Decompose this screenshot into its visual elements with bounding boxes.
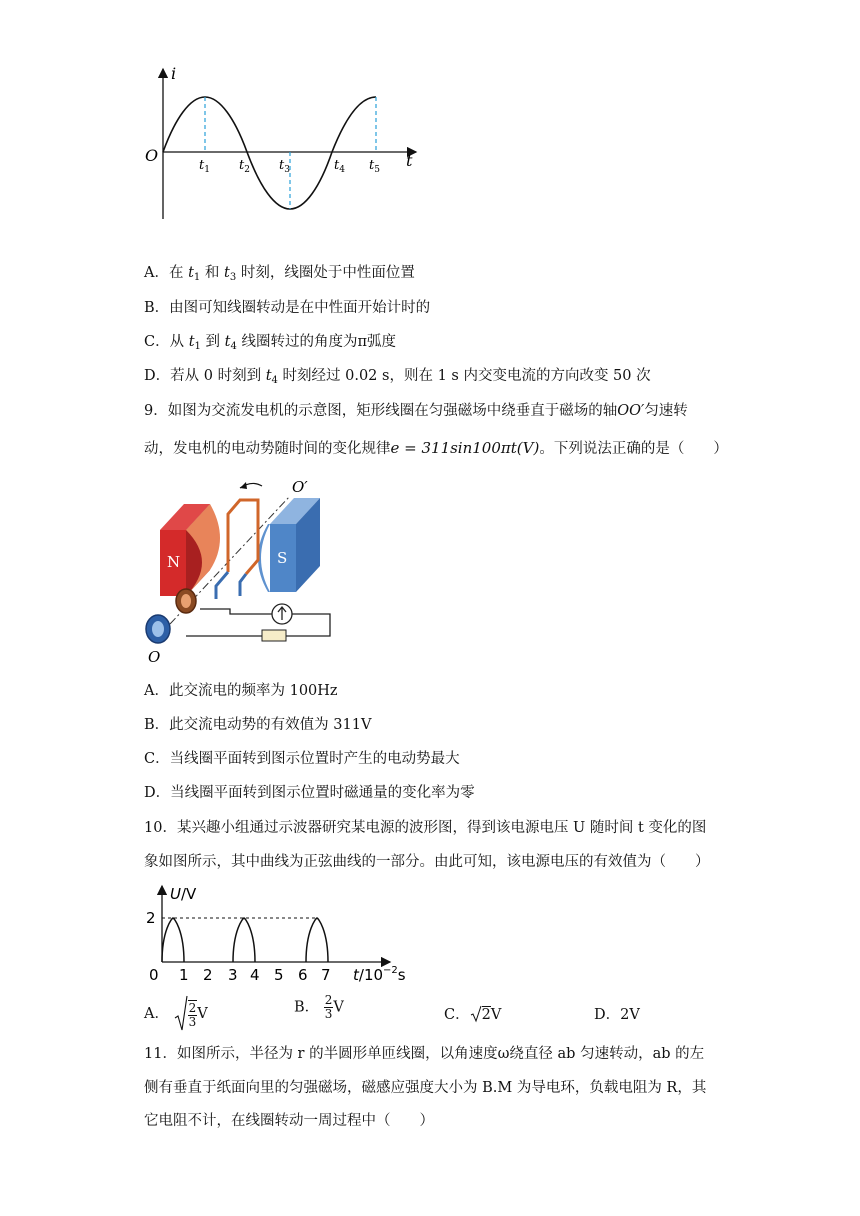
tick-label-t4: $t_4$ — [334, 158, 345, 175]
option-letter: A． — [144, 1006, 169, 1022]
option-letter: C． — [444, 1007, 470, 1023]
text: 若从 0 时刻到 — [170, 368, 266, 384]
subscript: 4 — [230, 341, 237, 352]
subscript: 1 — [193, 272, 201, 283]
q10-stem-line1: 10．某兴趣小组通过示波器研究某电源的波形图，得到该电源电压 U 随时间 t 变化的图 — [144, 820, 707, 836]
o-prime-label: O′ — [292, 478, 308, 496]
voltage-pulse-graph — [140, 882, 430, 982]
q8-option-a — [144, 263, 415, 288]
text: 到 — [200, 334, 225, 350]
sqrt-fraction — [174, 994, 198, 1034]
subscript: 4 — [271, 375, 278, 386]
load-resistor — [262, 630, 286, 641]
coil-lead — [216, 572, 246, 599]
t-axis-label: $t/10^{-2}s$ — [353, 965, 406, 982]
option-text: 此交流电的频率为 100Hz — [168, 683, 338, 699]
x-tick-5: 5 — [274, 966, 284, 982]
denominator: 3 — [324, 1007, 333, 1021]
sine-curve — [163, 97, 376, 209]
x-tick-2: 2 — [203, 966, 213, 982]
option-letter: A． — [144, 683, 169, 699]
pulse-curves — [162, 918, 328, 962]
q8-option-c — [144, 332, 396, 357]
option-letter: D． — [144, 785, 171, 801]
radicand: 2 — [481, 1007, 491, 1023]
x-tick-3: 3 — [228, 966, 238, 982]
q9-option-b — [144, 715, 371, 735]
option-letter: A． — [144, 265, 169, 281]
q8-option-b — [144, 298, 430, 318]
slip-ring-2-inner — [152, 621, 164, 637]
unit: V — [333, 999, 344, 1016]
option-letter: B． — [144, 717, 170, 733]
unit: V — [197, 1006, 208, 1022]
ac-generator-figure — [140, 474, 340, 669]
south-label: S — [277, 549, 288, 567]
x-tick-6: 6 — [298, 966, 308, 982]
subscript: 1 — [194, 341, 201, 352]
option-text: 当线圈平面转到图示位置时磁通量的变化率为零 — [170, 785, 475, 801]
text: 在 — [168, 265, 189, 281]
tick-label-t5: $t_5$ — [369, 158, 380, 175]
origin-label: O — [145, 146, 159, 165]
x-tick-7: 7 — [321, 966, 331, 982]
q10-option-c — [444, 1003, 501, 1024]
q9-option-a — [144, 681, 338, 701]
rotation-arrow-head — [240, 482, 247, 489]
q10-option-b — [294, 994, 344, 1021]
x-tick-1: 1 — [179, 966, 189, 982]
text: 。下列说法正确的是（ ） — [539, 441, 728, 457]
q11-stem-line2: 侧有垂直于纸面向里的匀强磁场，磁感应强度大小为 B.M 为导电环，负载电阻为 R，其 — [144, 1080, 707, 1096]
var-t: t — [224, 334, 231, 350]
u-axis-label: U/V — [170, 885, 197, 903]
tick-label-t1: $t_1$ — [199, 158, 210, 175]
option-letter: C． — [144, 334, 170, 350]
q10-option-a — [144, 994, 208, 1034]
subscript: 3 — [229, 272, 237, 283]
q10-stem-line2: 象如图所示，其中曲线为正弦曲线的一部分。由此可知，该电源电压的有效值为（ ） — [144, 854, 710, 870]
text: 时刻，线圈处于中性面位置 — [236, 265, 415, 281]
text: 从 — [169, 334, 189, 350]
text: 时刻经过 0.02 s，则在 1 s 内交变电流的方向改变 50 次 — [277, 368, 651, 384]
option-letter: B． — [294, 999, 320, 1016]
option-letter: B． — [144, 300, 170, 316]
north-magnet — [160, 504, 220, 596]
numerator: 2 — [188, 1000, 197, 1015]
text: 动，发电机的电动势随时间的变化规律 — [144, 441, 391, 457]
option-text: 当线圈平面转到图示位置时产生的电动势最大 — [169, 751, 460, 767]
numerator: 2 — [324, 993, 333, 1007]
south-magnet — [258, 498, 320, 592]
slip-ring-1-inner — [181, 594, 191, 608]
q9-stem-line2 — [144, 438, 728, 459]
denominator: 3 — [188, 1014, 197, 1029]
axis-name: OO′ — [617, 403, 645, 419]
q9-option-c — [144, 749, 460, 769]
var-t: t — [188, 334, 195, 350]
current-sine-graph — [140, 64, 425, 229]
y-axis-label: i — [171, 64, 177, 83]
q9-option-d — [144, 783, 475, 803]
x-tick-0: 0 — [149, 966, 159, 982]
north-label: N — [167, 553, 181, 571]
x-tick-4: 4 — [250, 966, 260, 982]
var-t: t — [188, 265, 194, 281]
o-label: O — [148, 648, 161, 666]
unit: V — [490, 1007, 502, 1023]
x-axis-label: t — [406, 151, 413, 170]
text: 和 — [200, 265, 225, 281]
option-letter: D． — [144, 368, 171, 384]
q10-option-d — [594, 1003, 640, 1024]
tick-label-t3: $t_3$ — [279, 158, 290, 175]
tick-label-t2: $t_2$ — [239, 158, 250, 175]
q8-option-d — [144, 366, 651, 391]
option-letter: D． — [594, 1007, 621, 1023]
fraction — [324, 994, 334, 1021]
sqrt-sign — [470, 1005, 482, 1023]
option-letter: C． — [144, 751, 170, 767]
rectangular-coil — [228, 500, 258, 574]
q11-stem-line1: 11．如图所示，半径为 r 的半圆形单匝线圈，以角速度ω绕直径 ab 匀速转动，ab 的左 — [144, 1046, 705, 1062]
option-text: 由图可知线圈转动是在中性面开始计时的 — [169, 300, 431, 316]
var-t: t — [224, 265, 230, 281]
text: 9．如图为交流发电机的示意图，矩形线圈在匀强磁场中绕垂直于磁场的轴 — [144, 403, 618, 419]
q11-stem-line3: 它电阻不计，在线圈转动一周过程中（ ） — [144, 1113, 434, 1129]
q9-stem-line1 — [144, 401, 688, 421]
option-text: 2V — [620, 1007, 640, 1023]
emf-formula: e = 311sin100πt(V) — [390, 439, 540, 457]
circuit-wire — [186, 609, 330, 636]
var-t: t — [265, 368, 272, 384]
option-text: 此交流电动势的有效值为 311V — [169, 717, 372, 733]
text: 线圈转过的角度为π弧度 — [236, 334, 396, 350]
text: 匀速转 — [644, 403, 688, 419]
peak-label: 2 — [146, 909, 156, 927]
